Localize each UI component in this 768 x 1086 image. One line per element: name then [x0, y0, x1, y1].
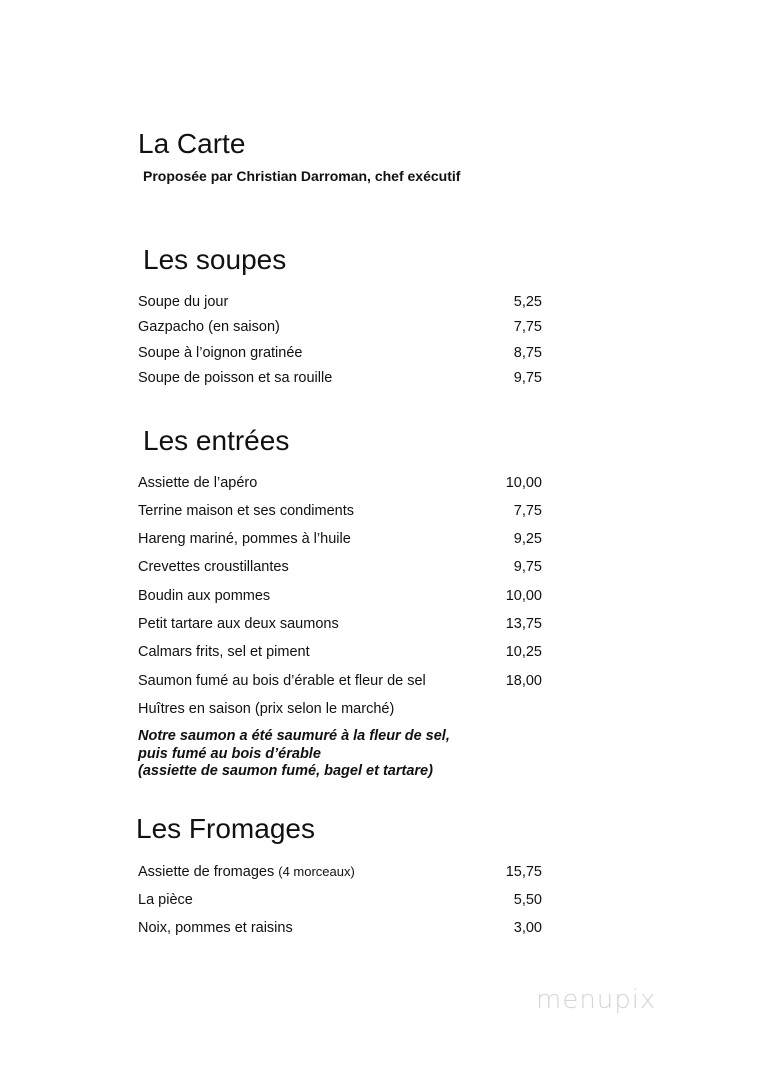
menu-item: [138, 368, 542, 388]
item-name: Boudin aux pommes: [138, 588, 271, 604]
item-price: 9,25: [513, 531, 542, 547]
menu-item: [138, 586, 542, 606]
menu-item: [138, 501, 542, 521]
item-name: Soupe à l’oignon gratinée: [138, 345, 303, 361]
item-price: 5,50: [513, 892, 542, 908]
menu-item: [138, 862, 542, 882]
item-name-text: Assiette de fromages: [138, 864, 275, 880]
menu-item: [138, 918, 542, 938]
menu-item: [138, 642, 542, 662]
menu-item: [138, 473, 542, 493]
item-price: 7,75: [513, 503, 542, 519]
item-price: 10,00: [505, 475, 542, 491]
item-name: Crevettes croustillantes: [138, 559, 289, 575]
item-price: 9,75: [513, 370, 542, 386]
item-price: 7,75: [513, 319, 542, 335]
note-line: Notre saumon a été saumuré à la fleur de sel,: [138, 728, 450, 744]
section-heading-soupes: Les soupes: [143, 244, 287, 275]
item-name: Assiette de l’apéro: [138, 475, 258, 491]
menu-item: [138, 890, 542, 910]
menu-item: [138, 614, 542, 634]
item-price: 10,25: [505, 644, 542, 660]
menu-item: [138, 292, 542, 312]
menu-item: [138, 343, 542, 363]
menu-item: [138, 317, 542, 337]
item-name: Saumon fumé au bois d’érable et fleur de sel: [138, 673, 426, 689]
item-name: Petit tartare aux deux saumons: [138, 616, 339, 632]
item-name: Huîtres en saison (prix selon le marché): [138, 701, 395, 717]
item-name: Terrine maison et ses condiments: [138, 503, 354, 519]
item-name: Calmars frits, sel et piment: [138, 644, 310, 660]
note-line: puis fumé au bois d’érable: [138, 745, 321, 762]
item-name: Hareng mariné, pommes à l’huile: [138, 531, 351, 547]
item-name: Noix, pommes et raisins: [138, 920, 293, 936]
item-name: [138, 862, 355, 882]
item-name: La pièce: [138, 892, 193, 908]
item-name: Soupe du jour: [138, 294, 229, 310]
note-line: (assiette de saumon fumé, bagel et tartare): [138, 763, 433, 779]
menu-item: [138, 671, 542, 691]
watermark-logo: menupix: [536, 985, 657, 1015]
item-price: 8,75: [513, 345, 542, 361]
menu-item: [138, 529, 542, 549]
item-detail: (4 morceaux): [278, 864, 355, 879]
section-heading-fromages: Les Fromages: [136, 813, 315, 844]
subtitle: Proposée par Christian Darroman, chef exécutif: [143, 168, 461, 184]
item-price: 3,00: [513, 920, 542, 936]
item-price: 13,75: [505, 616, 542, 632]
item-price: 15,75: [505, 864, 542, 880]
menu-item: [138, 557, 542, 577]
item-price: 9,75: [513, 559, 542, 575]
salmon-note: [138, 728, 450, 781]
item-price: 10,00: [505, 588, 542, 604]
item-name: Soupe de poisson et sa rouille: [138, 370, 333, 386]
page-title: La Carte: [138, 128, 246, 159]
item-price: 18,00: [505, 673, 542, 689]
menu-item: [138, 699, 542, 719]
item-name: Gazpacho (en saison): [138, 319, 280, 335]
item-price: 5,25: [513, 294, 542, 310]
section-heading-entrees: Les entrées: [143, 425, 290, 456]
